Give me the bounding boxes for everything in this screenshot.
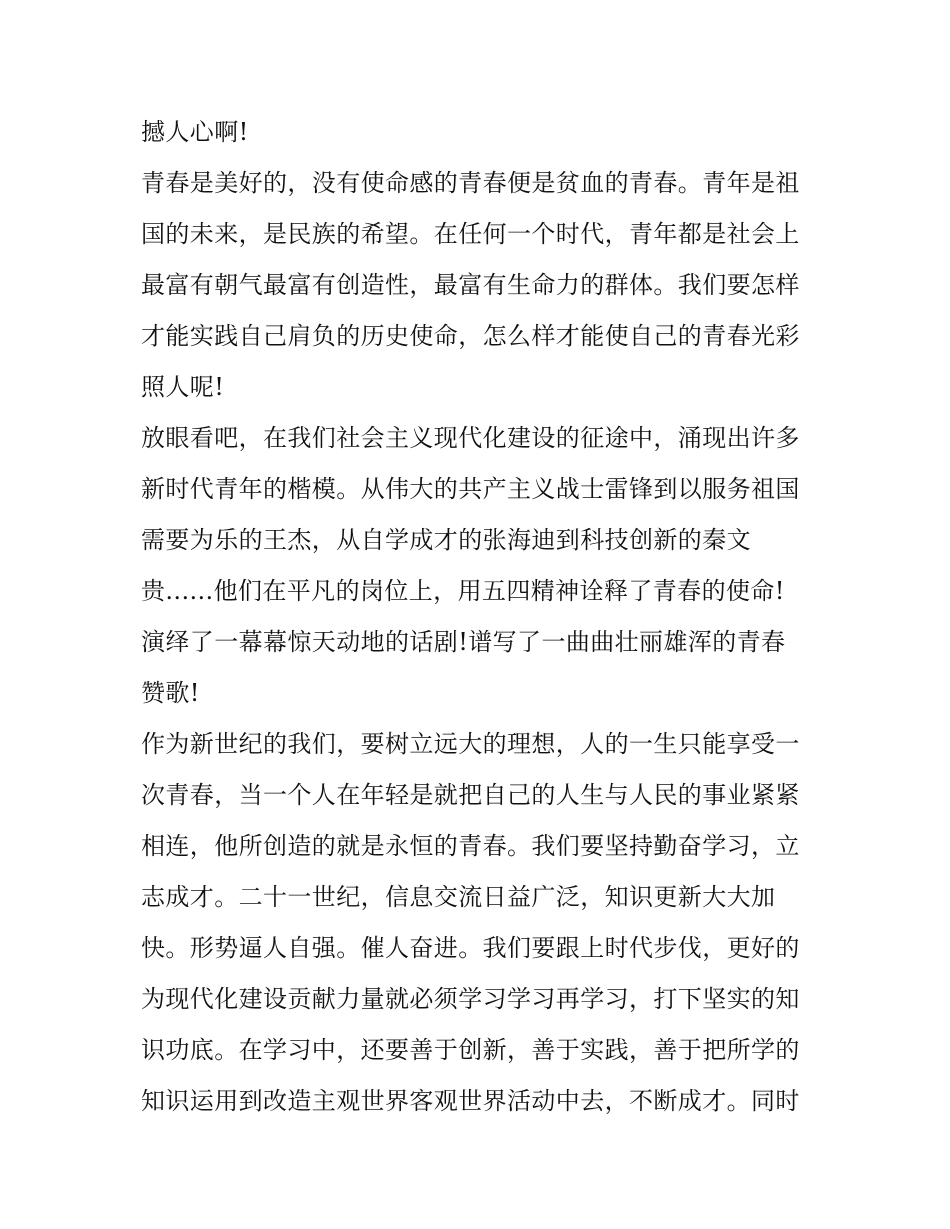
text-line: 最富有朝气最富有创造性，最富有生命力的群体。我们要怎样 — [141, 271, 800, 299]
text-line: 次青春，当一个人在年轻是就把自己的人生与人民的事业紧紧 — [141, 781, 800, 809]
text-line: 贵......他们在平凡的岗位上，用五四精神诠释了青春的使命! — [141, 577, 785, 605]
text-line: 照人呢! — [141, 373, 225, 401]
text-line: 国的未来，是民族的希望。在任何一个时代，青年都是社会上 — [141, 220, 800, 248]
text-line: 赞歌! — [141, 679, 200, 707]
text-line: 放眼看吧，在我们社会主义现代化建设的征途中，涌现出许多 — [141, 424, 800, 452]
text-line: 为现代化建设贡献力量就必须学习学习再学习，打下坚实的知 — [141, 985, 800, 1013]
text-line: 快。形势逼人自强。催人奋进。我们要跟上时代步伐，更好的 — [141, 934, 800, 962]
text-line: 才能实践自己肩负的历史使命，怎么样才能使自己的青春光彩 — [141, 322, 800, 350]
text-line: 需要为乐的王杰，从自学成才的张海迪到科技创新的秦文 — [141, 526, 751, 554]
text-line: 青春是美好的，没有使命感的青春便是贫血的青春。青年是祖 — [141, 169, 800, 197]
body-text — [141, 107, 821, 1127]
text-line: 作为新世纪的我们，要树立远大的理想，人的一生只能享受一 — [141, 730, 800, 758]
text-line: 相连，他所创造的就是永恒的青春。我们要坚持勤奋学习，立 — [141, 832, 800, 860]
text-line: 撼人心啊! — [141, 118, 249, 146]
text-line: 知识运用到改造主观世界客观世界活动中去，不断成才。同时 — [141, 1087, 800, 1115]
text-line: 演绎了一幕幕惊天动地的话剧!谱写了一曲曲壮丽雄浑的青春 — [141, 628, 786, 656]
text-line: 志成才。二十一世纪，信息交流日益广泛，知识更新大大加 — [141, 883, 776, 911]
text-line: 新时代青年的楷模。从伟大的共产主义战士雷锋到以服务祖国 — [141, 475, 800, 503]
text-line: 识功底。在学习中，还要善于创新，善于实践，善于把所学的 — [141, 1036, 800, 1064]
